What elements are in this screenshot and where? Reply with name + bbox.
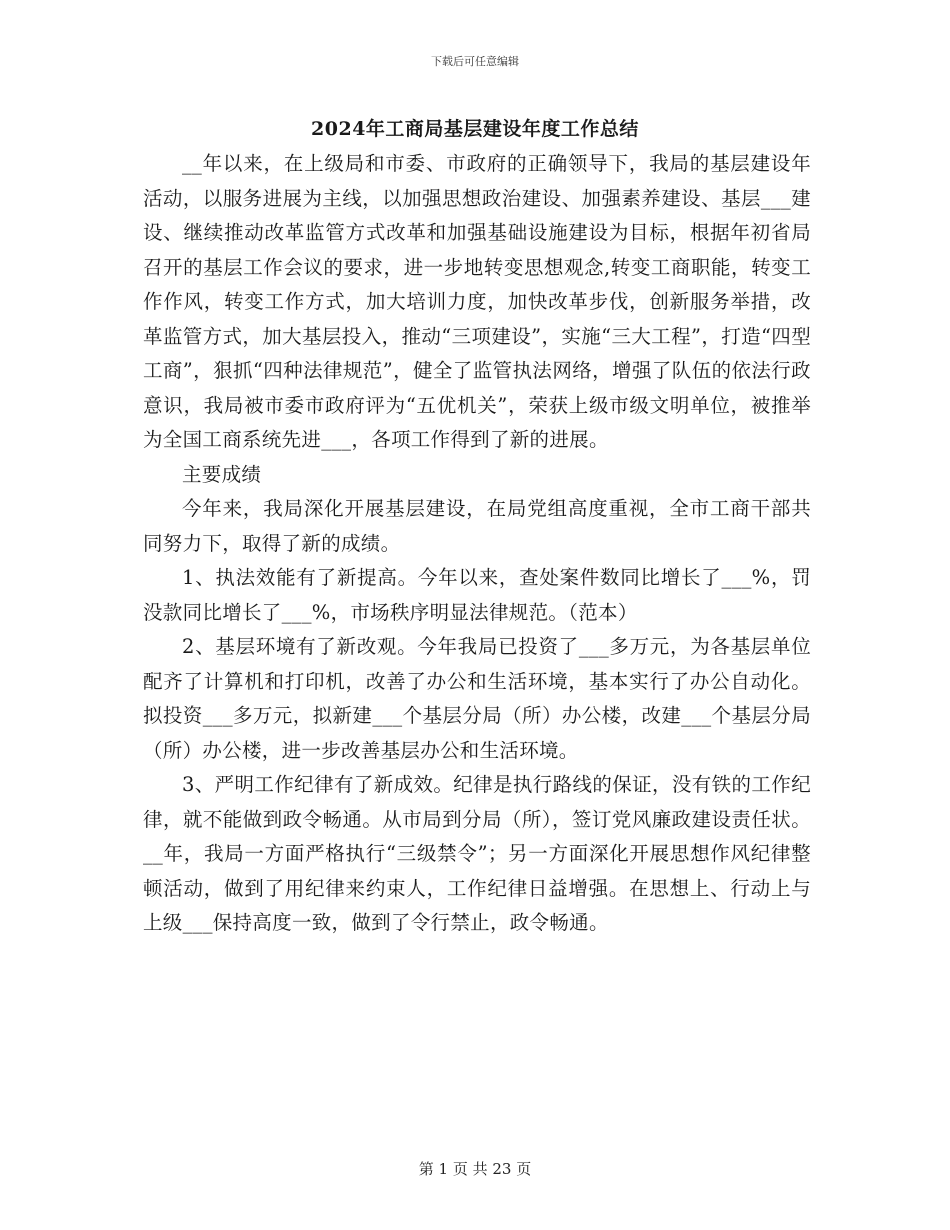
paragraph-item-1: 1、执法效能有了新提高。今年以来，查处案件数同比增长了___%，罚没款同比增长了___%，市场秩序明显法律规范。（范本） [143,566,811,624]
paragraph-intro: __年以来，在上级局和市委、市政府的正确领导下，我局的基层建设年活动，以服务进展为主线，以加强思想政治建设、加强素养建设、基层___建设、继续推动改革监管方式改革和加强基础设施建设为目标，根据年初省局召开的基层工作会议的要求，进一步地转变思想观念,转变工商职能，转变工作作风，转变工作方式，加大培训力度，加快改革步伐，创新服务举措，改革监管方式，加大基层投入，推动“三项建设”，实施“三大工程”，打造“四型工商”，狠抓“四种法律规范”，健全了监管执法网络，增强了队伍的依法行政意识，我局被市委市政府评为“五优机关”，荣获上级市级文明单位，被推举为全国工商系统先进___，各项工作得到了新的进展。 [143,152,811,451]
paragraph-item-2: 2、基层环境有了新改观。今年我局已投资了___多万元，为各基层单位配齐了计算机和打印机，改善了办公和生活环境，基本实行了办公自动化。拟投资___多万元，拟新建___个基层分局（所）办公楼，改建___个基层分局（所）办公楼，进一步改善基层办公和生活环境。 [143,635,811,762]
page-footer: 第 1 页 共 23 页 [418,1160,532,1178]
document-title: 2024年工商局基层建设年度工作总结 [311,118,639,140]
document-body [143,147,811,941]
paragraph-achievements-summary: 今年来，我局深化开展基层建设，在局党组高度重视，全市工商干部共同努力下，取得了新的成绩。 [143,497,811,555]
section-heading-main-achievements: 主要成绩 [182,462,262,486]
header-note: 下载后可任意编辑 [431,55,519,68]
paragraph-item-3: 3、严明工作纪律有了新成效。纪律是执行路线的保证，没有铁的工作纪律，就不能做到政令畅通。从市局到分局（所），签订党风廉政建设责任状。__年，我局一方面严格执行“三级禁令”；另一方面深化开展思想作风纪律整顿活动，做到了用纪律来约束人，工作纪律日益增强。在思想上、行动上与上级___保持高度一致，做到了令行禁止，政令畅通。 [143,773,811,934]
